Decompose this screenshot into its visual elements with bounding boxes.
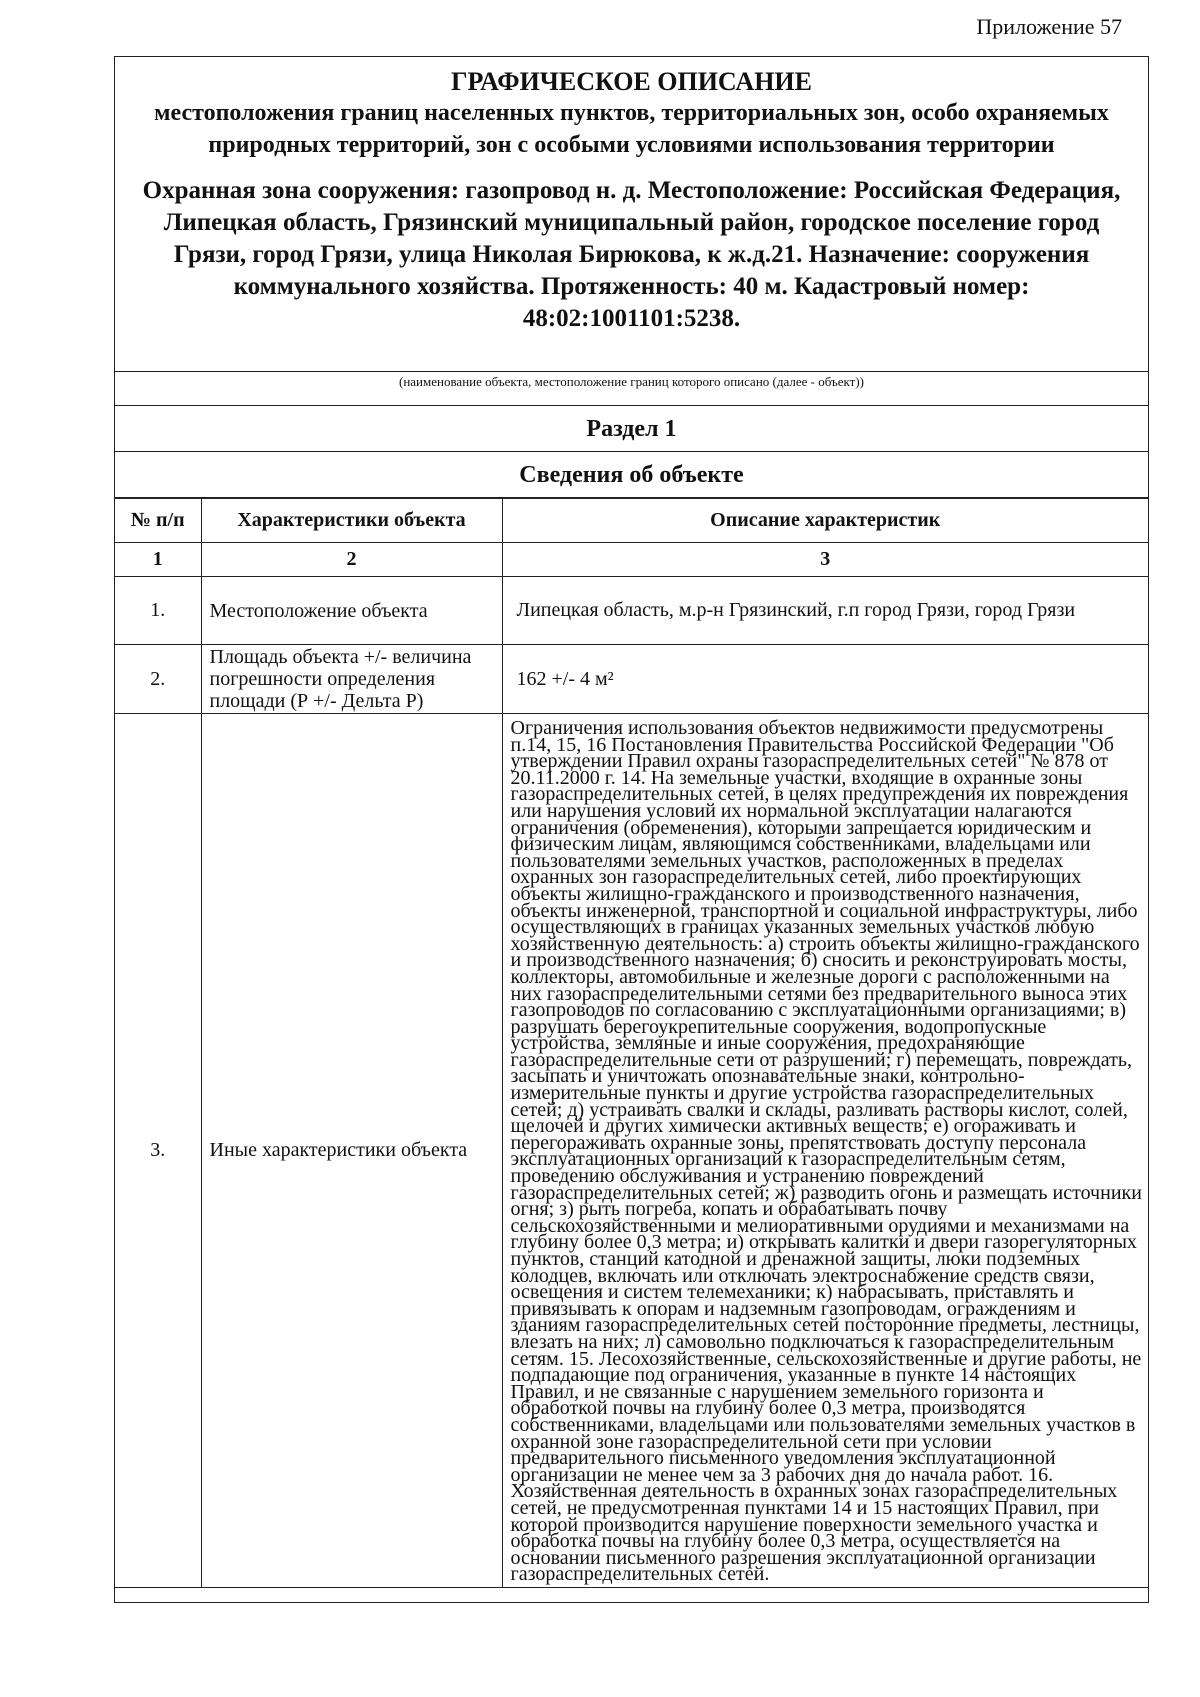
table-row	[115, 577, 1148, 645]
document-frame	[114, 56, 1149, 1603]
table-row	[115, 645, 1148, 714]
document-header	[115, 57, 1148, 372]
row-characteristic: Иные характеристики объекта	[201, 714, 502, 1588]
table-row	[115, 714, 1148, 1588]
document-subtitle: местоположения границ населенных пунктов, территориальных зон, особо охраняемых природных территорий, зон с особыми условиями использования территории	[154, 100, 1109, 158]
document-title: ГРАФИЧЕСКОЕ ОПИСАНИЕ	[451, 67, 812, 96]
column-number: 1	[115, 543, 201, 577]
header-description: Описание характеристик	[502, 499, 1148, 543]
row-number: 1.	[115, 577, 201, 645]
header-characteristic: Характеристики объекта	[201, 499, 502, 543]
row-description: Липецкая область, м.р-н Грязинский, г.п город Грязи, город Грязи	[502, 577, 1148, 645]
row-description: Ограничения использования объектов недвижимости предусмотрены п.14, 15, 16 Постановления Правительства Российской Федерации "Об утверждении Правил охраны газораспределительных сетей" № 878 от 20.11.2000 г. 14. На земельные участки, входящие в охранные зоны газораспределительных сетей, в целях предупреждения их повреждения или нарушения условий их нормальной эксплуатации налагаются ограничения (обременения), которыми запрещается юридическим и физическим лицам, являющимся собственниками, владельцами или пользователями земельных участков, расположенных в пределах охранных зон газораспределительных сетей, либо проектирующих объекты жилищно-гражданского и производственного назначения, объекты инженерной, транспортной и социальной инфраструктуры, либо осуществляющих в границах указанных земельных участков любую хозяйственную деятельность: а) строить объекты жилищно-гражданского и производственного назначения; б) сносить и реконструировать мосты, коллекторы, автомобильные и железные дороги с расположенными на них газораспределительными сетями без предварительного выноса этих газопроводов по согласованию с эксплуатационными организациями; в) разрушать берегоукрепительные сооружения, водопропускные устройства, земляные и иные сооружения, предохраняющие газораспределительные сети от разрушений; г) перемещать, повреждать, засыпать и уничтожать опознавательные знаки, контрольно-измерительные пункты и другие устройства газораспределительных сетей; д) устраивать свалки и склады, разливать растворы кислот, солей, щелочей и других химически активных веществ; е) огораживать и перегораживать охранные зоны, препятствовать доступу персонала эксплуатационных организаций к газораспределительным сетям, проведению обслуживания и устранению повреждений газораспределительных сетей; ж) разводить огонь и размещать источники огня; з) рыть погреба, копать и обрабатывать почву сельскохозяйственными и мелиоративными орудиями и механизмами на глубину более 0,3 метра; и) открывать калитки и двери газорегуляторных пунктов, станций катодной и дренажной защиты, люки подземных колодцев, включать или отключать электроснабжение средств связи, освещения и систем телемеханики; к) набрасывать, приставлять и привязывать к опорам и надземным газопроводам, ограждениям и зданиям газораспределительных сетей посторонние предметы, лестницы, влезать на них; л) самовольно подключаться к газораспределительным сетям. 15. Лесохозяйственные, сельскохозяйственные и другие работы, не подпадающие под ограничения, указанные в пункте 14 настоящих Правил, и не связанные с нарушением земельного горизонта и обработкой почвы на глубину более 0,3 метра, производятся собственниками, владельцами или пользователями земельных участков в охранной зоне газораспределительной сети при условии предварительного письменного уведомления эксплуатационной организации не менее чем за 3 рабочих дня до начала работ. 16. Хозяйственная деятельность в охранных зонах газораспределительных сетей, не предусмотренная пунктами 14 и 15 настоящих Правил, при которой производится нарушение поверхности земельного участка и обработка почвы на глубину более 0,3 метра, осуществляется на основании письменного разрешения эксплуатационной организации газораспределительных сетей.	[502, 714, 1148, 1588]
column-number: 3	[502, 543, 1148, 577]
row-description: 162 +/- 4 м²	[502, 645, 1148, 714]
row-number: 3.	[115, 714, 201, 1588]
row-number: 2.	[115, 645, 201, 714]
column-number: 2	[201, 543, 502, 577]
section-label: Раздел 1	[115, 406, 1148, 452]
object-description: Охранная зона сооружения: газопровод н. д. Местоположение: Российская Федерация, Липецкая область, Грязинский муниципальный район, городское поселение город Грязи, город Грязи, улица Николая Бирюкова, к ж.д.21. Назначение: сооружения коммунального хозяйства. Протяженность: 40 м. Кадастровый номер: 48:02:1001101:5238.	[142, 177, 1121, 332]
row-characteristic: Местоположение объекта	[201, 577, 502, 645]
object-note: (наименование объекта, местоположение границ которого описано (далее - объект))	[115, 372, 1148, 406]
row-characteristic: Площадь объекта +/- величина погрешности определения площади (Р +/- Дельта Р)	[201, 645, 502, 714]
section-title: Сведения об объекте	[115, 452, 1148, 498]
column-number-row	[115, 543, 1148, 577]
object-info-table	[115, 498, 1148, 1588]
table-header-row	[115, 499, 1148, 543]
header-number: № п/п	[115, 499, 201, 543]
appendix-label: Приложение 57	[976, 14, 1122, 39]
